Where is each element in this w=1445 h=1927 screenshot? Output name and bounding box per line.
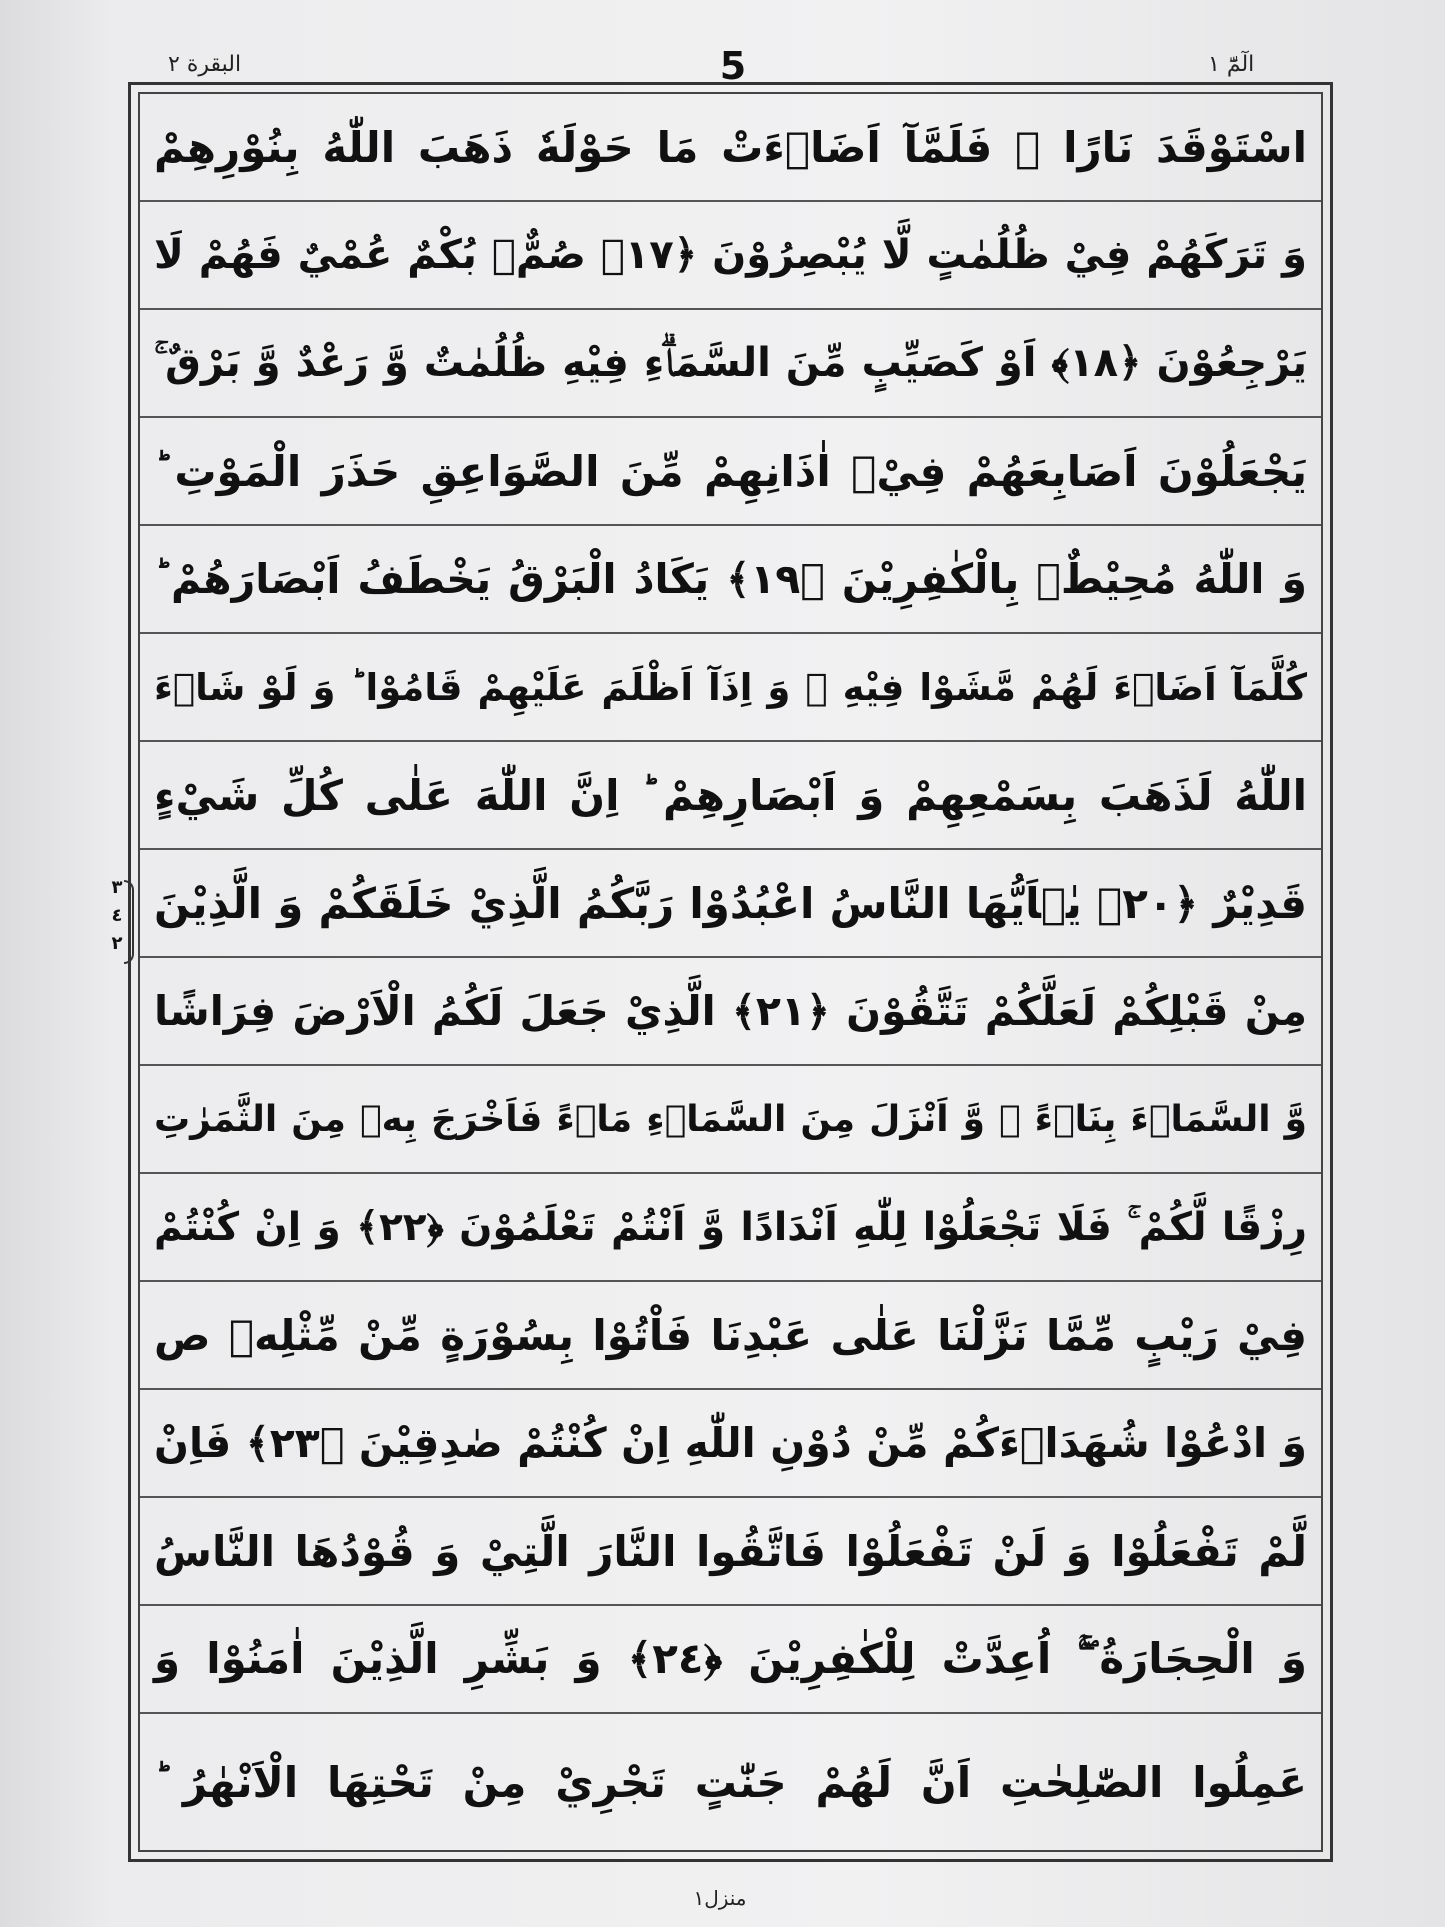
text-line — [140, 742, 1321, 850]
ruku-top: ٣ — [111, 877, 123, 898]
ruku-bracket — [124, 880, 134, 964]
line-text: وَ تَرَكَهُمْ فِيْ ظُلُمٰتٍ لَّا يُبْصِرُوْنَ ﴿١٧﴾ صُمٌّۢ بُكْمٌ عُمْيٌ فَهُمْ لَا — [154, 232, 1307, 278]
text-line — [140, 94, 1321, 202]
ruku-marker — [100, 874, 134, 966]
line-text: عَمِلُوا الصّٰلِحٰتِ اَنَّ لَهُمْ جَنّٰتٍ تَجْرِيْ مِنْ تَحْتِهَا الْاَنْهٰرُ ؕ — [154, 1757, 1307, 1807]
line-text: فِيْ رَيْبٍ مِّمَّا نَزَّلْنَا عَلٰى عَبْدِنَا فَاْتُوْا بِسُوْرَةٍ مِّنْ مِّثْلِهٖ ص — [154, 1310, 1307, 1360]
text-line — [140, 1498, 1321, 1606]
line-text: وَ اللّٰهُ مُحِيْطٌۢ بِالْكٰفِرِيْنَ ﴿١٩﴾ يَكَادُ الْبَرْقُ يَخْطَفُ اَبْصَارَهُمْ ؕ — [154, 555, 1307, 603]
text-line — [140, 310, 1321, 418]
line-text: لَّمْ تَفْعَلُوْا وَ لَنْ تَفْعَلُوْا فَاتَّقُوا النَّارَ الَّتِيْ وَ قُوْدُهَا النَّاسُ — [154, 1526, 1307, 1576]
juz-name: الٓمّٓ ١ — [1208, 52, 1255, 77]
text-line — [140, 958, 1321, 1066]
line-text: اسْتَوْقَدَ نَارًا ۚ فَلَمَّآ اَضَاۗءَتْ مَا حَوْلَهٗ ذَهَبَ اللّٰهُ بِنُوْرِهِمْ — [154, 122, 1307, 172]
manzil-footer: منزل١ — [693, 1886, 747, 1910]
text-line — [140, 1174, 1321, 1282]
line-text: كُلَّمَآ اَضَاۗءَ لَهُمْ مَّشَوْا فِيْهِ ۙ وَ اِذَآ اَظْلَمَ عَلَيْهِمْ قَامُوْا ؕ وَ لَوْ شَاۗءَ — [154, 665, 1307, 709]
text-line — [140, 1282, 1321, 1390]
line-text: يَجْعَلُوْنَ اَصَابِعَهُمْ فِيْۤ اٰذَانِهِمْ مِّنَ الصَّوَاعِقِ حَذَرَ الْمَوْتِ ؕ — [154, 446, 1307, 496]
line-text: اللّٰهُ لَذَهَبَ بِسَمْعِهِمْ وَ اَبْصَارِهِمْ ؕ اِنَّ اللّٰهَ عَلٰى كُلِّ شَيْءٍ — [154, 770, 1307, 820]
text-line — [140, 418, 1321, 526]
line-text: وَّ السَّمَاۗءَ بِنَاۗءً ۪ وَّ اَنْزَلَ مِنَ السَّمَاۗءِ مَاۗءً فَاَخْرَجَ بِهٖ مِنَ الثَّمَرٰتِ — [154, 1098, 1307, 1140]
text-block — [140, 94, 1321, 1850]
ruku-bottom: ٢ — [111, 933, 123, 954]
text-line — [140, 850, 1321, 958]
text-line — [140, 1606, 1321, 1714]
line-text: مِنْ قَبْلِكُمْ لَعَلَّكُمْ تَتَّقُوْنَ ﴿٢١﴾ الَّذِيْ جَعَلَ لَكُمُ الْاَرْضَ فِرَاشًا — [154, 987, 1307, 1035]
text-line — [140, 1714, 1321, 1850]
text-line — [140, 634, 1321, 742]
line-text: قَدِيْرٌ ﴿٢٠﴾ يٰۤاَيُّهَا النَّاسُ اعْبُدُوْا رَبَّكُمُ الَّذِيْ خَلَقَكُمْ وَ الَّذِيْنَ — [154, 878, 1308, 928]
line-text: وَ ادْعُوْا شُهَدَاۗءَكُمْ مِّنْ دُوْنِ اللّٰهِ اِنْ كُنْتُمْ صٰدِقِيْنَ ﴿٢٣﴾ فَاِنْ — [154, 1419, 1307, 1467]
text-line — [140, 202, 1321, 310]
page-number: 5 — [719, 44, 747, 88]
ruku-mid: ٤ — [111, 905, 123, 926]
text-line — [140, 526, 1321, 634]
line-text: يَرْجِعُوْنَ ﴿١٨﴾ اَوْ كَصَيِّبٍ مِّنَ السَّمَاۗءِ فِيْهِ ظُلُمٰتٌ وَّ رَعْدٌ وَّ بَرْقٌ ۚ — [154, 340, 1307, 386]
line-text: رِزْقًا لَّكُمْ ۚ فَلَا تَجْعَلُوْا لِلّٰهِ اَنْدَادًا وَّ اَنْتُمْ تَعْلَمُوْنَ ﴿٢٢﴾ وَ اِنْ كُنْتُمْ — [154, 1204, 1307, 1250]
text-line — [140, 1066, 1321, 1174]
surah-name: البقرة ٢ — [168, 52, 242, 77]
line-text: وَ الْحِجَارَةُ ۚۖ اُعِدَّتْ لِلْكٰفِرِيْنَ ﴿٢٤﴾ وَ بَشِّرِ الَّذِيْنَ اٰمَنُوْا وَ — [154, 1634, 1307, 1683]
text-line — [140, 1390, 1321, 1498]
